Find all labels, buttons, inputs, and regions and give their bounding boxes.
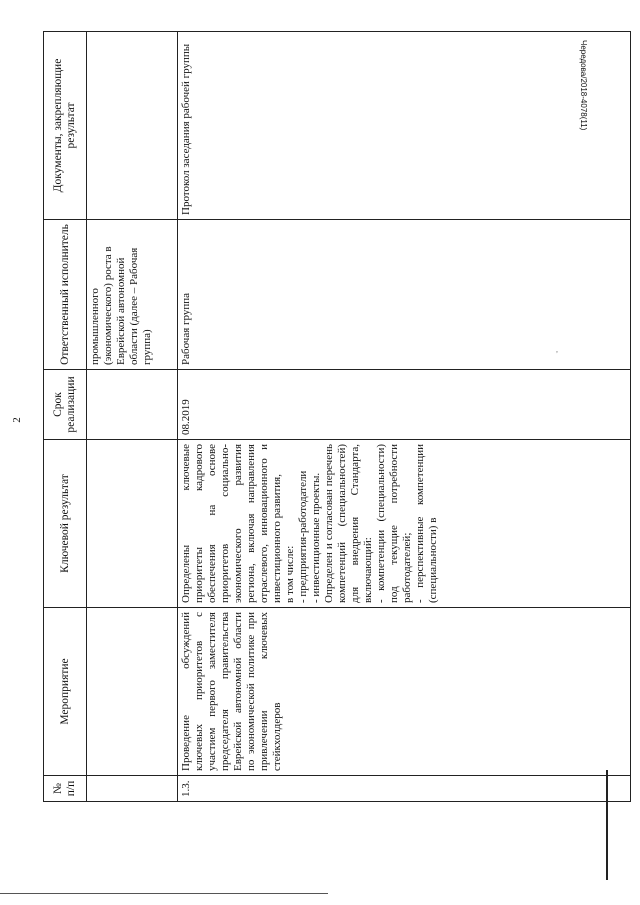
- header-executor: Ответственный исполнитель: [44, 220, 87, 370]
- table-header-row: [44, 32, 87, 802]
- table-row: [178, 32, 631, 802]
- table-row: [87, 32, 178, 802]
- header-key-result: Ключевой результат: [44, 440, 87, 608]
- bottom-rule: [0, 893, 328, 894]
- key-result-line: - компетенции (специальности) под текущие потребности работодателей;: [375, 444, 413, 603]
- header-documents: Документы, закрепляющие результат: [44, 32, 87, 220]
- cell-executor: промышленного (экономического) роста в Еврейской автономной области (далее – Рабочая группа): [87, 220, 178, 370]
- key-result-line: в том числе:: [284, 545, 296, 603]
- cell-key-result: [87, 440, 178, 608]
- cell-num: 1.3.: [178, 776, 631, 802]
- cell-term: [87, 370, 178, 440]
- header-event: Мероприятие: [44, 608, 87, 776]
- plan-table: [43, 31, 631, 802]
- key-result-line: Определен и согласован перечень компетенций (специальностей) для внедрения Стандарта, включающий:: [323, 444, 374, 603]
- key-result-line: - перспективные компетенции (специальности) в: [414, 444, 439, 603]
- document-stamp: Чередова/2018-4078(11): [579, 40, 588, 131]
- scan-mark: ,: [556, 345, 558, 354]
- rotated-table-container: [43, 32, 633, 802]
- cell-num: [87, 776, 178, 802]
- header-term: Срок реализации: [44, 370, 87, 440]
- margin-line: [606, 770, 608, 880]
- key-result-line: Определены ключевые приоритеты кадрового обеспечения на основе приоритетов социально-экономического развития региона, включая направления отраслевого, инновационного и инвестиционного развития,: [180, 444, 283, 603]
- cell-executor: Рабочая группа: [178, 220, 631, 370]
- cell-event: [87, 608, 178, 776]
- key-result-line: - предприятия-работодатели: [297, 470, 309, 603]
- key-result-line: - инвестиционные проекты.: [310, 472, 322, 603]
- cell-key-result: [178, 440, 631, 608]
- cell-event: Проведение обсуждений ключевых приоритетов с участием первого заместителя председателя правительства Еврейской автономной области по экономической политике при привлечении ключевых стейкхолдеров: [178, 608, 631, 776]
- cell-term: 08.2019: [178, 370, 631, 440]
- page-number: 2: [10, 417, 23, 423]
- cell-documents: [87, 32, 178, 220]
- cell-documents: Протокол заседания рабочей группы: [178, 32, 631, 220]
- header-num: № п/п: [44, 776, 87, 802]
